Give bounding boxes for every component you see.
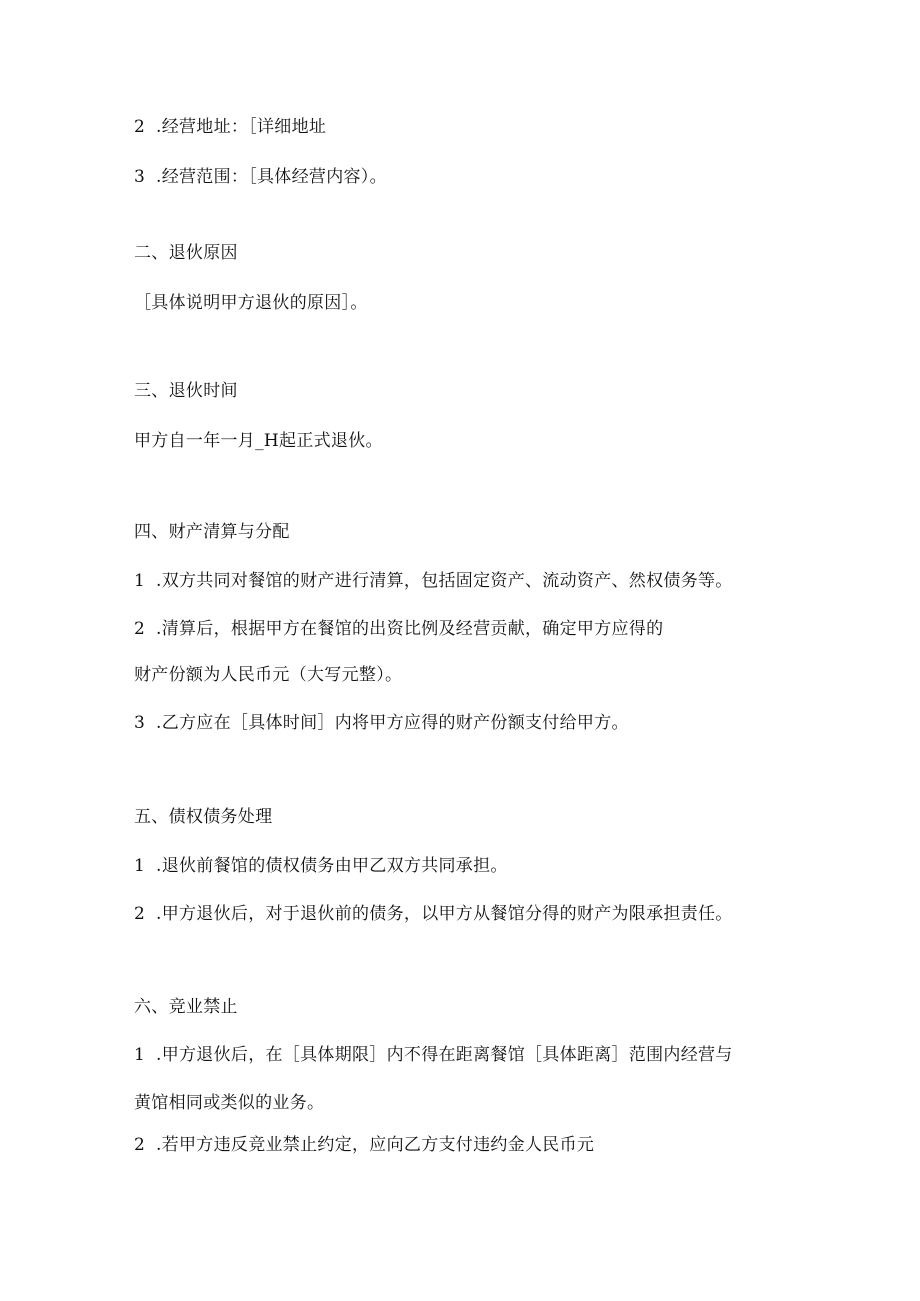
item-text: .经营范围：［具体经营内容）。	[156, 167, 387, 187]
clause-item	[134, 1044, 733, 1066]
section-heading: 二、退伙原因	[134, 243, 238, 263]
clause-item	[134, 166, 387, 188]
item-number: 3	[134, 713, 146, 733]
clause-item	[134, 570, 733, 592]
item-number: 1	[134, 571, 146, 591]
item-number: 3	[134, 167, 146, 187]
paragraph: 财产份额为人民币元（大写元整）。	[134, 665, 403, 685]
clause-item	[134, 618, 663, 640]
item-text: .若甲方违反竞业禁止约定，应向乙方支付违约金人民币元	[156, 1135, 595, 1155]
clause-item	[134, 1134, 594, 1156]
item-text: .甲方退伙后，在［具体期限］内不得在距离餐馆［具体距离］范围内经营与	[156, 1045, 733, 1065]
item-text: .乙方应在［具体时间］内将甲方应得的财产份额支付给甲方。	[156, 713, 629, 733]
item-text: .清算后，根据甲方在餐馆的出资比例及经营贡献，确定甲方应得的	[156, 619, 664, 639]
section-heading: 五、债权债务处理	[134, 807, 273, 827]
item-text: .退伙前餐馆的债权债务由甲乙双方共同承担。	[156, 856, 508, 876]
item-number: 1	[134, 1045, 146, 1065]
clause-item	[134, 855, 508, 877]
item-number: 2	[134, 117, 146, 137]
clause-item	[134, 903, 733, 925]
item-number: 2	[134, 619, 146, 639]
item-text: .经营地址：［详细地址	[156, 117, 327, 137]
clause-item	[134, 712, 629, 734]
item-number: 2	[134, 904, 146, 924]
paragraph: ［具体说明甲方退伙的原因］。	[134, 293, 368, 313]
item-text: .双方共同对餐馆的财产进行清算，包括固定资产、流动资产、然权债务等。	[156, 571, 733, 591]
item-number: 2	[134, 1135, 146, 1155]
clause-item	[134, 116, 326, 138]
paragraph: 黄馆相同或类似的业务。	[134, 1093, 325, 1113]
item-text: .甲方退伙后，对于退伙前的债务，以甲方从餐馆分得的财产为限承担责任。	[156, 904, 733, 924]
item-number: 1	[134, 856, 146, 876]
section-heading: 四、财产清算与分配	[134, 522, 290, 542]
section-heading: 六、竞业禁止	[134, 997, 238, 1017]
paragraph: 甲方自一年一月_H起正式退伙。	[134, 431, 383, 451]
section-heading: 三、退伙时间	[134, 381, 238, 401]
